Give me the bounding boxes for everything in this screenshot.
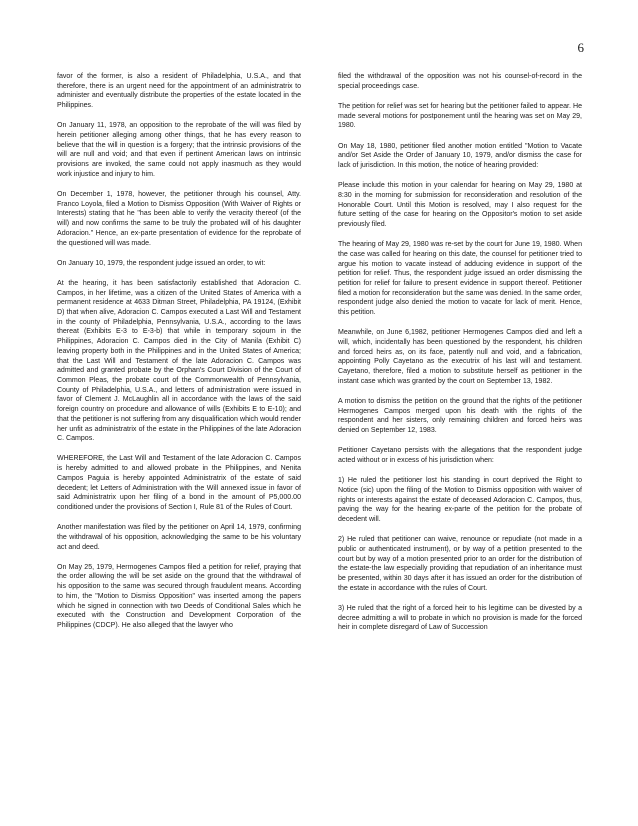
paragraph: favor of the former, is also a resident of Philadelphia, U.S.A., and that therefore, there is an urgent need for the appointment of an administratrix to administer and eventually distribute the properties of the estate located in the Philippines. [57, 73, 301, 110]
paragraph: 2) He ruled that petitioner can waive, renounce or repudiate (not made in a public or authenticated instrument), or by way of a petition presented to the court but by way of a motion presented prior to an order for the distribution of the estate-the law especially providing that repudiation of an inheritance must be presented, within 30 days after it has issued an order for the distribution of the estate in accordance with the rules of Court. [338, 536, 582, 592]
right-column [338, 72, 582, 644]
paragraph: On December 1, 1978, however, the petitioner through his counsel, Atty. Franco Loyola, filed a Motion to Dismiss Opposition (With Waiver of Rights or Interests) stating that he "has been able to verify the veracity thereof (of the will) and now confirms the same to be truly the probated will of his daughter Adoracion." Hence, an ex-parte presentation of evidence for the reprobate of the questioned will was made. [57, 191, 301, 247]
paragraph: On May 25, 1979, Hermogenes Campos filed a petition for relief, praying that the order allowing the will be set aside on the ground that the withdrawal of his opposition to the same was secured through fraudulent means. According to him, the "Motion to Dismiss Opposition" was inserted among the papers which he signed in connection with two Deeds of Conditional Sales which he executed with the Construction and Development Corporation of the Philippines (CDCP). He also alleged that the lawyer who [57, 563, 301, 629]
paragraph: Petitioner Cayetano persists with the allegations that the respondent judge acted without or in excess of his jurisdiction when: [338, 447, 582, 464]
paragraph: On January 11, 1978, an opposition to the reprobate of the will was filed by herein petitioner alleging among other things, that he has every reason to believe that the will in question is a forgery; that the intrinsic provisions of the will are null and void; and that even if pertinent American laws on intrinsic provisions are invoked, the same could not apply inasmuch as they would work injustice and injury to him. [57, 122, 301, 178]
paragraph: The hearing of May 29, 1980 was re-set by the court for June 19, 1980. When the case was called for hearing on this date, the counsel for petitioner tried to argue his motion to vacate instead of adducing evidence in support of the petition for relief. Thus, the respondent judge issued an order dismissing the petition for relief for failure to present evidence in support thereof. Petitioner filed a motion for reconsideration but the same was denied. In the same order, respondent judge also denied the motion to vacate for lack of merit. Hence, this petition. [338, 241, 582, 317]
paragraph: 3) He ruled that the right of a forced heir to his legitime can be divested by a decree admitting a will to probate in which no provision is made for the forced heir in complete disregard of Law of Succession [338, 604, 582, 632]
paragraph: WHEREFORE, the Last Will and Testament of the late Adoracion C. Campos is hereby admitted to and allowed probate in the Philippines, and Nenita Campos Paguia is hereby appointed Administratrix of the estate of said decedent; let Letters of Administration with the Will annexed issue in favor of said Administratrix upon her filing of a bond in the amount of P5,000.00 conditioned under the provisions of Section I, Rule 81 of the Rules of Court. [57, 455, 301, 511]
paragraph: At the hearing, it has been satisfactorily established that Adoracion C. Campos, in her lifetime, was a citizen of the United States of America with a permanent residence at 4633 Ditman Street, Philadelphia, PA 19124, (Exhibit D) that when alive, Adoracion C. Campos executed a Last Will and Testament in the county of Philadelphia, Pennsylvania, U.S.A., according to the laws thereat (Exhibits E-3 to E-3-b) that while in temporary sojourn in the Philippines, Adoracion C. Campos died in the City of Manila (Exhibit C) leaving property both in the Philippines and in the United States of America; that the Last Will and Testament of the late Adoracion C. Campos was admitted and granted probate by the Orphan's Court Division of the Court of Common Pleas, the probate court of the Commonwealth of Pennsylvania, County of Philadelphia, U.S.A., and letters of administration were issued in favor of Clement J. McLaughlin all in accordance with the laws of the said foreign country on procedure and allowance of wills (Exhibits E to E-10); and that the petitioner is not suffering from any disqualification which would render her unfit as administratrix of the estate in the Philippines of the late Adoracion C. Campos. [57, 279, 301, 443]
paragraph: Another manifestation was filed by the petitioner on April 14, 1979, confirming the withdrawal of his opposition, acknowledging the same to be his voluntary act and deed. [57, 524, 301, 551]
paragraph: Meanwhile, on June 6,1982, petitioner Hermogenes Campos died and left a will, which, incidentally has been questioned by the respondent, his children and forced heirs as, on its face, patently null and void, and a fabrication, appointing Polly Cayetano as the executrix of his last will and testament. Cayetano, therefore, filed a motion to substitute herself as petitioner in the instant case which was granted by the court on September 13, 1982. [338, 329, 582, 385]
paragraph: On January 10, 1979, the respondent judge issued an order, to wit: [57, 259, 266, 267]
paragraph: filed the withdrawal of the opposition was not his counsel-of-record in the special proceedings case. [338, 73, 582, 90]
paragraph: A motion to dismiss the petition on the ground that the rights of the petitioner Hermogenes Campos merged upon his death with the rights of the respondent and her sisters, only remaining children and forced heirs was denied on September 12, 1983. [338, 397, 582, 435]
paragraph: Please include this motion in your calendar for hearing on May 29, 1980 at 8:30 in the morning for submission for reconsideration and resolution of the Honorable Court. Until this Motion is resolved, may I also request for the future setting of the case for hearing on the Oppositor's motion to set aside previously filed. [338, 182, 582, 228]
paragraph: 1) He ruled the petitioner lost his standing in court deprived the Right to Notice (sic) upon the filing of the Motion to Dismiss opposition with waiver of rights or interests against the estate of deceased Adoracion C. Campos, thus, paving the way for the hearing ex-parte of the petition for the probate of decedent will. [338, 477, 582, 524]
left-column [57, 72, 301, 641]
page-number: 6 [577, 40, 584, 55]
paragraph: The petition for relief was set for hearing but the petitioner failed to appear. He made several motions for postponement until the hearing was set on May 29, 1980. [338, 102, 582, 130]
paragraph: On May 18, 1980, petitioner filed another motion entitled "Motion to Vacate and/or Set Aside the Order of January 10, 1979, and/or dismiss the case for lack of jurisdiction. In this motion, the notice of hearing provided: [338, 142, 582, 169]
